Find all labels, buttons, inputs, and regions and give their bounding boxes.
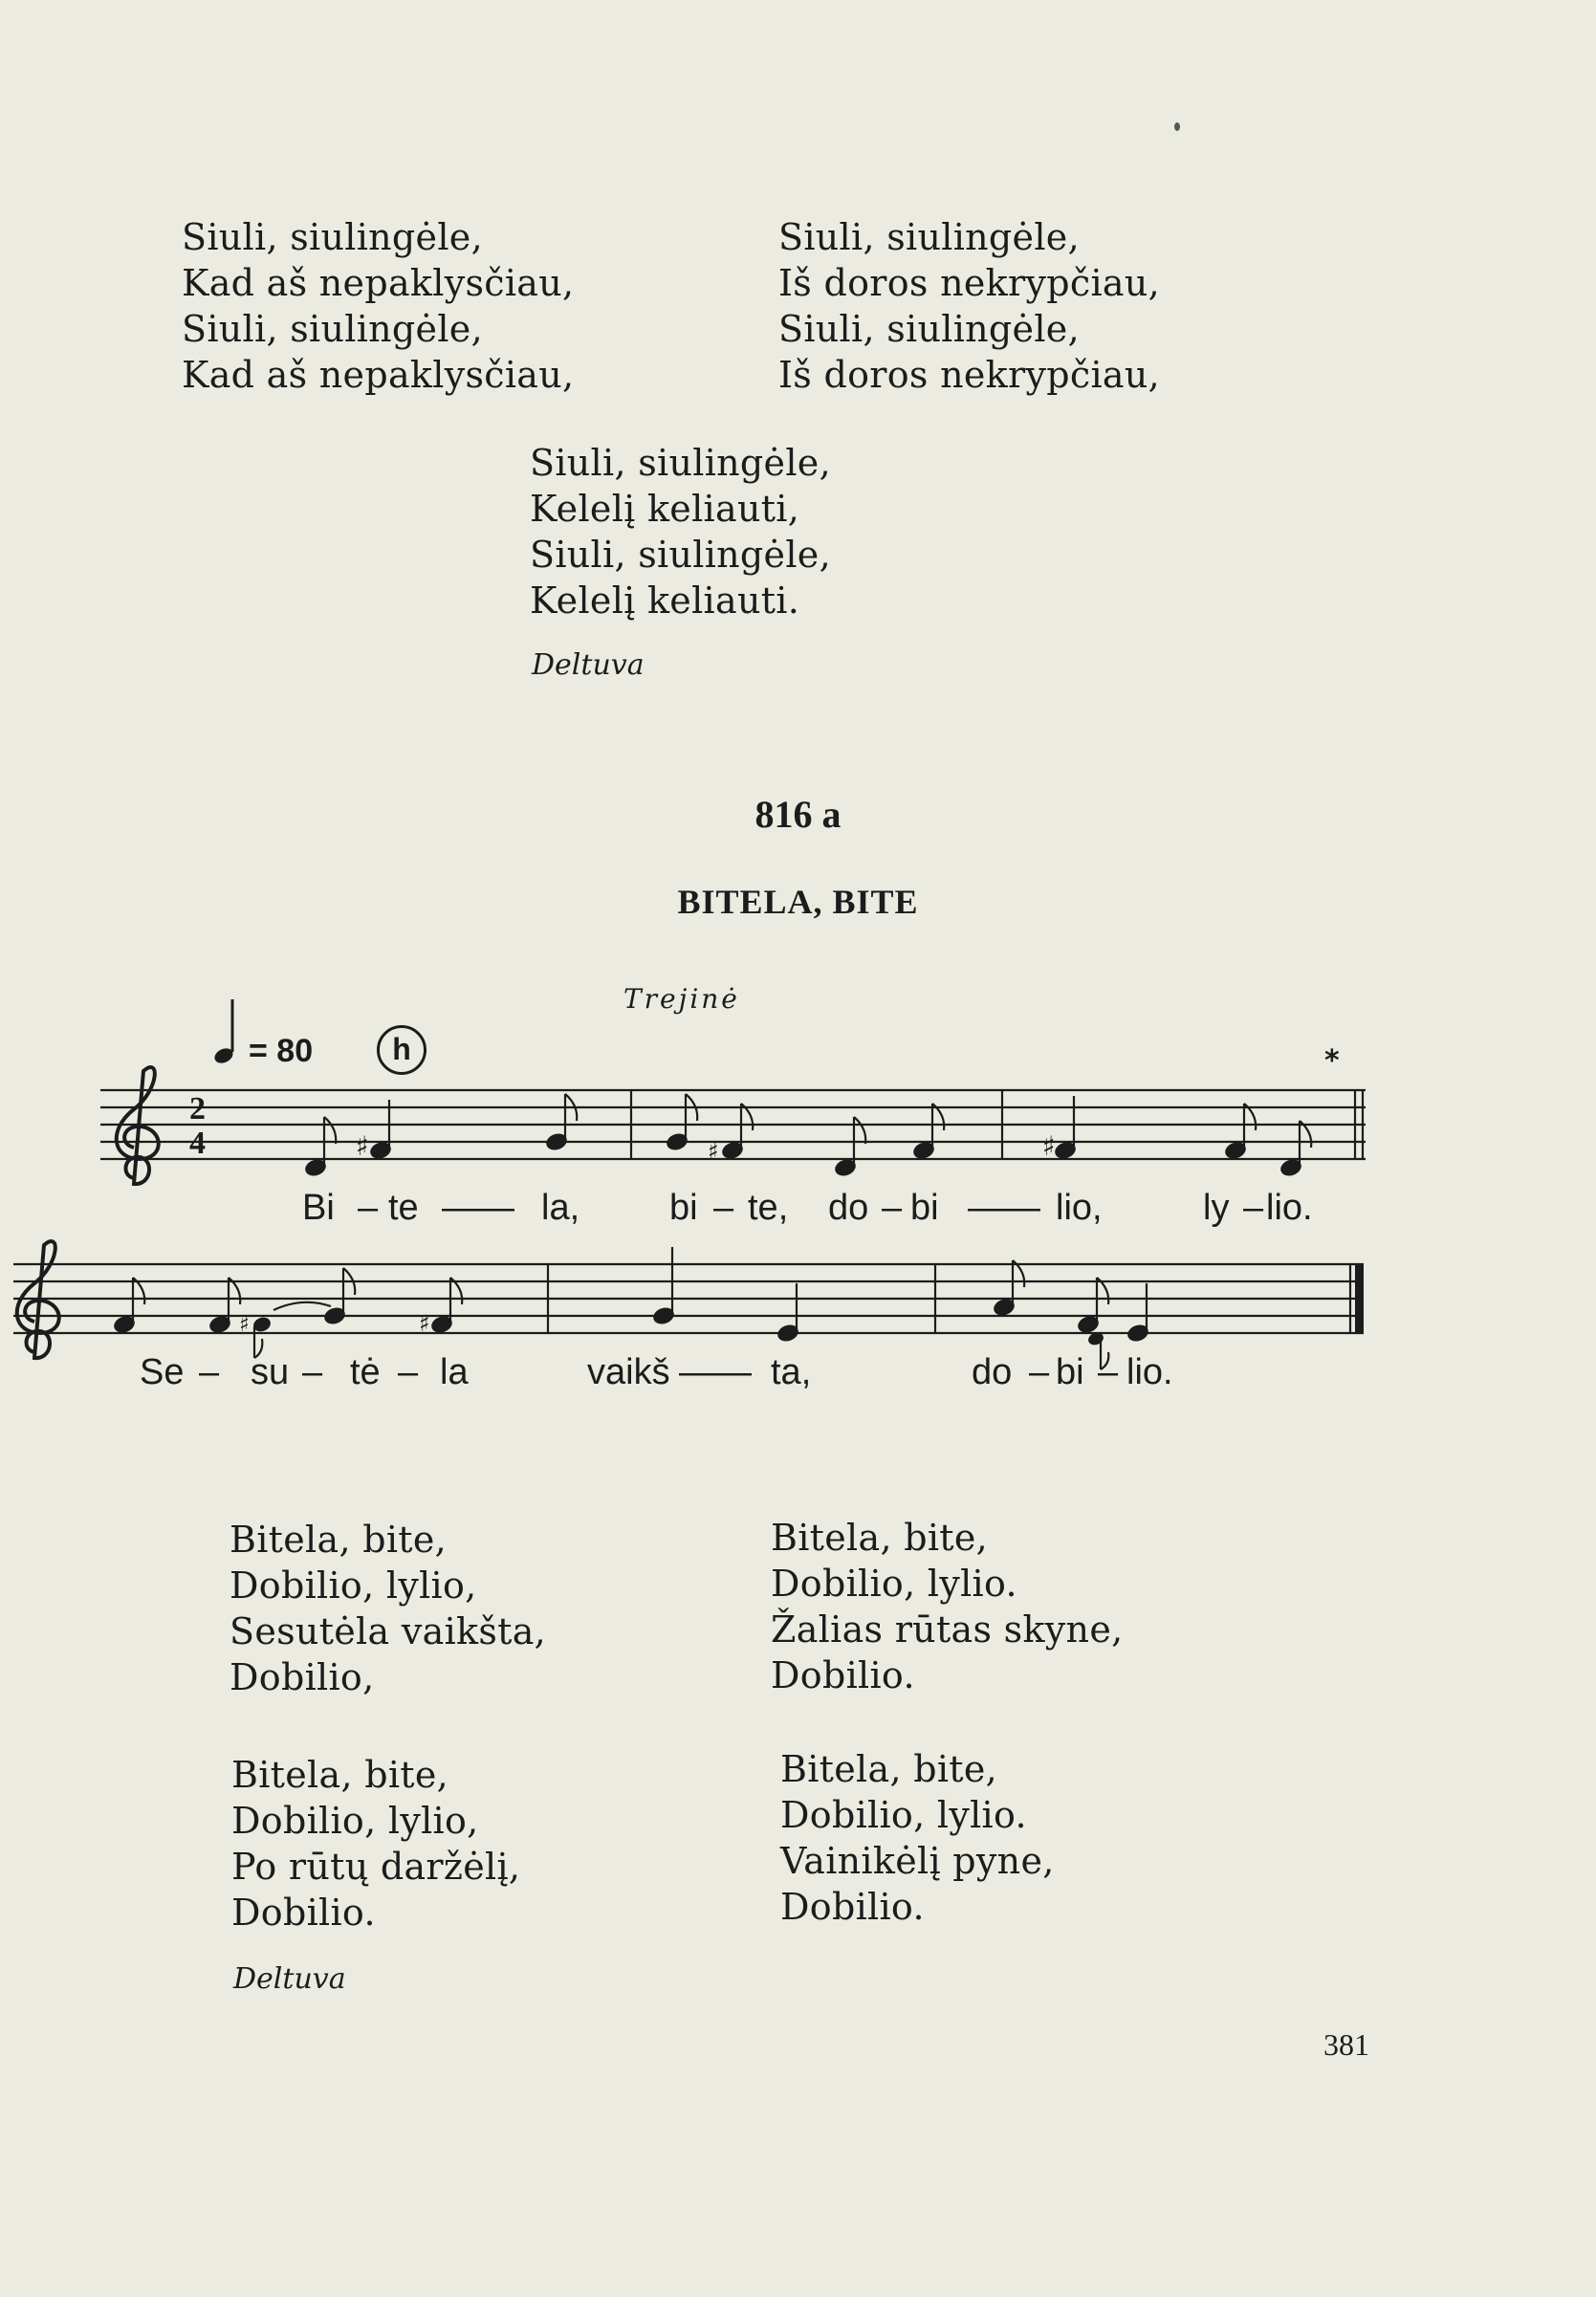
lyric-syllable: bi (669, 1188, 698, 1228)
stanza-1 (230, 1517, 546, 1700)
prev-song-place: Deltuva (532, 648, 645, 682)
verse-line: Vainikėlį pyne, (780, 1840, 1055, 1882)
verse-line: Kelelį keliauti. (530, 580, 800, 622)
lyric-syllable: te (388, 1188, 419, 1228)
lyric-syllable: Bi (302, 1188, 335, 1228)
verse-line: Dobilio, lylio, (231, 1800, 479, 1842)
mode-circle-mark: h (377, 1025, 426, 1075)
song-place: Deltuva (233, 1962, 346, 1996)
page-number: 381 (1323, 2027, 1369, 2062)
lyric-syllable: do (972, 1352, 1013, 1392)
verse-line: Žalias rūtas skyne, (771, 1608, 1124, 1651)
verse-line: Po rūtų daržėlį, (231, 1846, 521, 1888)
final-barline (1355, 1264, 1364, 1333)
stanza-4 (780, 1746, 1055, 1930)
lyric-syllable: su (251, 1352, 290, 1392)
lyric-hyphen: – (1098, 1352, 1119, 1392)
lyric-syllable: la, (541, 1188, 580, 1228)
verse-line: Kelelį keliauti, (530, 488, 800, 530)
lyric-hyphen: – (398, 1352, 419, 1392)
lyric-syllable: lio. (1266, 1188, 1313, 1228)
sharp-icon: ♯ (239, 1313, 250, 1337)
lyric-hyphen: – (1243, 1188, 1264, 1228)
sharp-icon: ♯ (708, 1138, 719, 1165)
verse-line: Siuli, siulingėle, (530, 442, 831, 484)
grace-note (252, 1317, 271, 1333)
verse-line: Kad aš nepaklysčiau, (182, 262, 575, 304)
verse-line: Bitela, bite, (230, 1519, 448, 1561)
asterisk-mark: * (1324, 1044, 1340, 1078)
verse-line: Iš doros nekrypčiau, (778, 262, 1161, 304)
song-number: 816 a (754, 793, 842, 836)
lyric-hyphen: – (882, 1188, 903, 1228)
verse-line: Siuli, siulingėle, (778, 216, 1080, 258)
lyric-hyphen: – (358, 1188, 379, 1228)
slur (273, 1302, 331, 1310)
lyric-extender: —— (679, 1352, 752, 1392)
lyric-syllable: tė (350, 1352, 381, 1392)
lyric-syllable: bi (910, 1188, 939, 1228)
sharp-icon: ♯ (356, 1130, 369, 1162)
verse-line: Sesutėla vaikšta, (230, 1610, 547, 1652)
tempo-value: = 80 (249, 1033, 314, 1069)
verse-line: Bitela, bite, (780, 1748, 998, 1790)
lyric-hyphen: – (1029, 1352, 1050, 1392)
verse-line: Siuli, siulingėle, (182, 216, 483, 258)
time-signature-top: 2 (189, 1091, 206, 1127)
verse-line: Dobilio, (230, 1656, 375, 1698)
song-title: BITELA, BITE (677, 883, 919, 921)
lyric-syllable: te, (748, 1188, 789, 1228)
verse-line: Dobilio, lylio. (771, 1563, 1017, 1605)
verse-line: Iš doros nekrypčiau, (778, 354, 1161, 396)
verse-line: Kad aš nepaklysčiau, (182, 354, 575, 396)
stanza-2 (771, 1515, 1123, 1698)
lyric-extender: —— (442, 1188, 514, 1228)
lyric-syllable: Se (140, 1352, 185, 1392)
tempo-label: Trejinė (623, 983, 740, 1015)
verse-line: Dobilio, lylio, (230, 1564, 477, 1607)
lyric-hyphen: – (199, 1352, 220, 1392)
verse-line: Dobilio. (771, 1654, 915, 1696)
lyric-syllable: la (440, 1352, 469, 1392)
verse-line: Siuli, siulingėle, (182, 308, 483, 350)
lyric-syllable: vaikš (587, 1352, 670, 1392)
lyric-hyphen: – (302, 1352, 323, 1392)
verse-line: Bitela, bite, (771, 1517, 989, 1559)
time-signature-bottom: 4 (189, 1126, 206, 1161)
verse-line: Dobilio. (780, 1886, 925, 1928)
sharp-icon: ♯ (419, 1310, 430, 1337)
verse-line: Bitela, bite, (231, 1754, 449, 1796)
lyric-syllable: do (828, 1188, 869, 1228)
sharp-icon: ♯ (1042, 1130, 1056, 1162)
lyric-syllable: bi (1056, 1352, 1084, 1392)
verse-line: Siuli, siulingėle, (778, 308, 1080, 350)
stanza-3 (231, 1752, 520, 1936)
lyric-syllable: lio, (1056, 1188, 1103, 1228)
verse-line: Siuli, siulingėle, (530, 534, 831, 576)
verse-line: Dobilio. (231, 1892, 376, 1934)
lyric-syllable: lio. (1126, 1352, 1173, 1392)
lyric-hyphen: – (713, 1188, 734, 1228)
lyric-syllable: ta, (771, 1352, 812, 1392)
lyric-extender: —— (968, 1188, 1040, 1228)
verse-line: Dobilio, lylio. (780, 1794, 1027, 1836)
lyric-syllable: ly (1203, 1188, 1230, 1228)
